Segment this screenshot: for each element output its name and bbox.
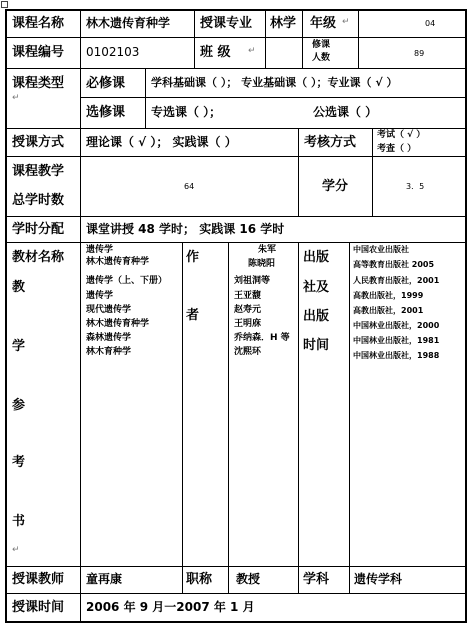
ref-book-item: 林木遗传育种学 xyxy=(86,319,150,329)
grid-line xyxy=(265,9,266,37)
teacher-value[interactable]: 童再康 xyxy=(86,572,123,586)
ref-author-item: 王亚馥 xyxy=(234,291,262,301)
textbook-item: 林木遗传育种学 xyxy=(86,257,150,267)
grid-line xyxy=(5,37,467,38)
ref-author-item: 沈熙环 xyxy=(234,347,262,357)
grid-line xyxy=(80,97,467,98)
ref-book-item: 森林遗传学 xyxy=(86,333,132,343)
teaching-method-detail[interactable]: 理论课（ √ ）； 实践课（ ） xyxy=(86,135,237,149)
grid-line xyxy=(228,242,229,566)
table-move-handle[interactable] xyxy=(1,1,8,8)
grid-line xyxy=(5,156,467,157)
grid-line xyxy=(265,37,266,68)
grid-line xyxy=(80,156,81,216)
hours-allocation-label: 学时分配 xyxy=(12,222,65,237)
credits-value[interactable]: 3．5 xyxy=(406,182,425,191)
discipline-value[interactable]: 遗传学科 xyxy=(354,572,403,586)
total-hours-label-line2: 总学时数 xyxy=(12,193,65,208)
class-label: 班 级 xyxy=(200,45,231,60)
ref-book-item: 遗传学（上、下册） xyxy=(86,276,168,286)
required-label: 必修课 xyxy=(86,76,126,91)
ref-publisher-item: 中国林业出版社，1981 xyxy=(353,336,440,345)
paragraph-mark-icon: ↵ xyxy=(12,545,20,555)
teaching-time-value[interactable]: 2006 年 9 月一2007 年 1 月 xyxy=(86,600,255,614)
textbook-item: 遗传学 xyxy=(86,245,114,255)
ref-publisher-item: 中国林业出版社，1988 xyxy=(353,351,440,360)
grid-line xyxy=(302,9,303,68)
ref-publisher-item: 中国林业出版社，2000 xyxy=(353,321,440,330)
grid-line xyxy=(298,242,299,566)
grid-line xyxy=(80,242,81,566)
total-hours-value[interactable]: 64 xyxy=(184,182,195,191)
ref-publisher-item: 高教出版社，1999 xyxy=(353,291,424,300)
grid-line xyxy=(5,621,467,623)
ref-author-item: 赵寿元 xyxy=(234,305,262,315)
major-label: 授课专业 xyxy=(200,16,253,31)
grid-line xyxy=(228,566,229,593)
grid-line xyxy=(80,216,81,242)
required-detail[interactable]: 学科基础课（ ）； 专业基础课（ ）；专业课（ √ ） xyxy=(151,76,398,89)
textbook-author: 陈晓阳 xyxy=(248,259,276,269)
grid-line xyxy=(182,242,183,566)
paragraph-mark-icon: ↵ xyxy=(12,93,20,103)
exam-method-label: 考核方式 xyxy=(304,135,357,150)
grid-line xyxy=(182,566,183,593)
credits-label: 学分 xyxy=(322,179,349,194)
ref-label-char: 书 xyxy=(12,514,26,529)
paragraph-mark-icon: ↵ xyxy=(248,46,256,56)
grid-line xyxy=(145,68,146,128)
grade-value[interactable]: 04 xyxy=(425,19,436,28)
students-label-line1: 修课 xyxy=(312,40,331,50)
ref-label-char: 考 xyxy=(12,455,26,470)
ref-label-char: 学 xyxy=(12,339,26,354)
grid-line xyxy=(298,128,299,156)
grid-line xyxy=(465,9,467,623)
exam-check-option[interactable]: 考查（ ） xyxy=(377,144,417,154)
grid-line xyxy=(5,68,467,69)
elective-special[interactable]: 专选课（ ）； xyxy=(151,105,222,119)
ref-publisher-item: 高教出版社，2001 xyxy=(353,306,424,315)
grid-line xyxy=(80,593,81,621)
paragraph-mark-icon: ↵ xyxy=(342,17,350,27)
grid-line xyxy=(80,128,81,156)
elective-label: 选修课 xyxy=(86,105,126,120)
grid-line xyxy=(349,242,350,566)
grid-line xyxy=(298,156,299,216)
teaching-time-label: 授课时间 xyxy=(12,600,65,615)
grid-line xyxy=(372,156,373,216)
students-value[interactable]: 89 xyxy=(414,49,425,58)
course-name-label: 课程名称 xyxy=(12,16,65,31)
textbook-publisher: 高等教育出版社 2005 xyxy=(353,260,435,269)
discipline-label: 学科 xyxy=(303,572,330,587)
grid-line xyxy=(5,216,467,217)
publisher-label-line: 出版 xyxy=(303,309,330,324)
ref-book-item: 遗传学 xyxy=(86,291,114,301)
grade-label: 年级 xyxy=(310,16,337,31)
grid-line xyxy=(80,566,81,593)
students-label-line2: 人数 xyxy=(312,53,331,63)
total-hours-label-line1: 课程教学 xyxy=(12,164,65,179)
teaching-method-label: 授课方式 xyxy=(12,135,65,150)
grid-line xyxy=(80,68,81,128)
ref-label-char: 教 xyxy=(12,280,26,295)
hours-allocation-detail[interactable]: 课堂讲授 48 学时； 实践课 16 学时 xyxy=(86,222,285,236)
publisher-label-line: 时间 xyxy=(303,338,330,353)
ref-book-item: 现代遗传学 xyxy=(86,305,132,315)
publisher-label-line: 社及 xyxy=(303,280,330,295)
textbook-label: 教材名称 xyxy=(12,250,65,265)
grid-line xyxy=(5,242,467,243)
course-type-label: 课程类型 xyxy=(12,76,65,91)
grid-line xyxy=(372,128,373,156)
grid-line xyxy=(358,9,359,68)
teacher-label: 授课教师 xyxy=(12,572,65,587)
course-no-value[interactable]: 0102103 xyxy=(86,45,140,59)
textbook-author: 朱军 xyxy=(258,245,277,255)
course-name-value[interactable]: 林木遗传育种学 xyxy=(86,16,171,30)
grid-line xyxy=(80,9,81,37)
elective-public[interactable]: 公选课（ ） xyxy=(313,105,378,119)
grid-line xyxy=(349,566,350,593)
author-label-top: 作 xyxy=(186,250,200,265)
grid-line xyxy=(5,9,467,11)
course-no-label: 课程编号 xyxy=(12,45,65,60)
publisher-label-top: 出版 xyxy=(303,250,330,265)
ref-publisher-item: 人民教育出版社，2001 xyxy=(353,276,440,285)
grid-line xyxy=(80,37,81,68)
ref-label-char: 参 xyxy=(12,398,26,413)
grid-line xyxy=(298,566,299,593)
exam-test-option[interactable]: 考试（ √ ） xyxy=(377,130,426,140)
ref-book-item: 林木育种学 xyxy=(86,347,132,357)
job-title-value[interactable]: 教授 xyxy=(236,572,261,586)
grid-line xyxy=(5,593,467,594)
major-value[interactable]: 林学 xyxy=(270,16,297,31)
grid-line xyxy=(5,128,467,129)
textbook-publisher: 中国农业出版社 xyxy=(353,245,409,254)
author-label-bottom: 者 xyxy=(186,308,200,323)
ref-author-item: 乔纳森．H 等 xyxy=(234,333,290,343)
ref-author-item: 刘祖洞等 xyxy=(234,276,271,286)
grid-line xyxy=(5,566,467,567)
job-title-label: 职称 xyxy=(186,572,213,587)
grid-line xyxy=(194,9,195,68)
grid-line xyxy=(5,9,7,623)
ref-author-item: 王明庥 xyxy=(234,319,262,329)
